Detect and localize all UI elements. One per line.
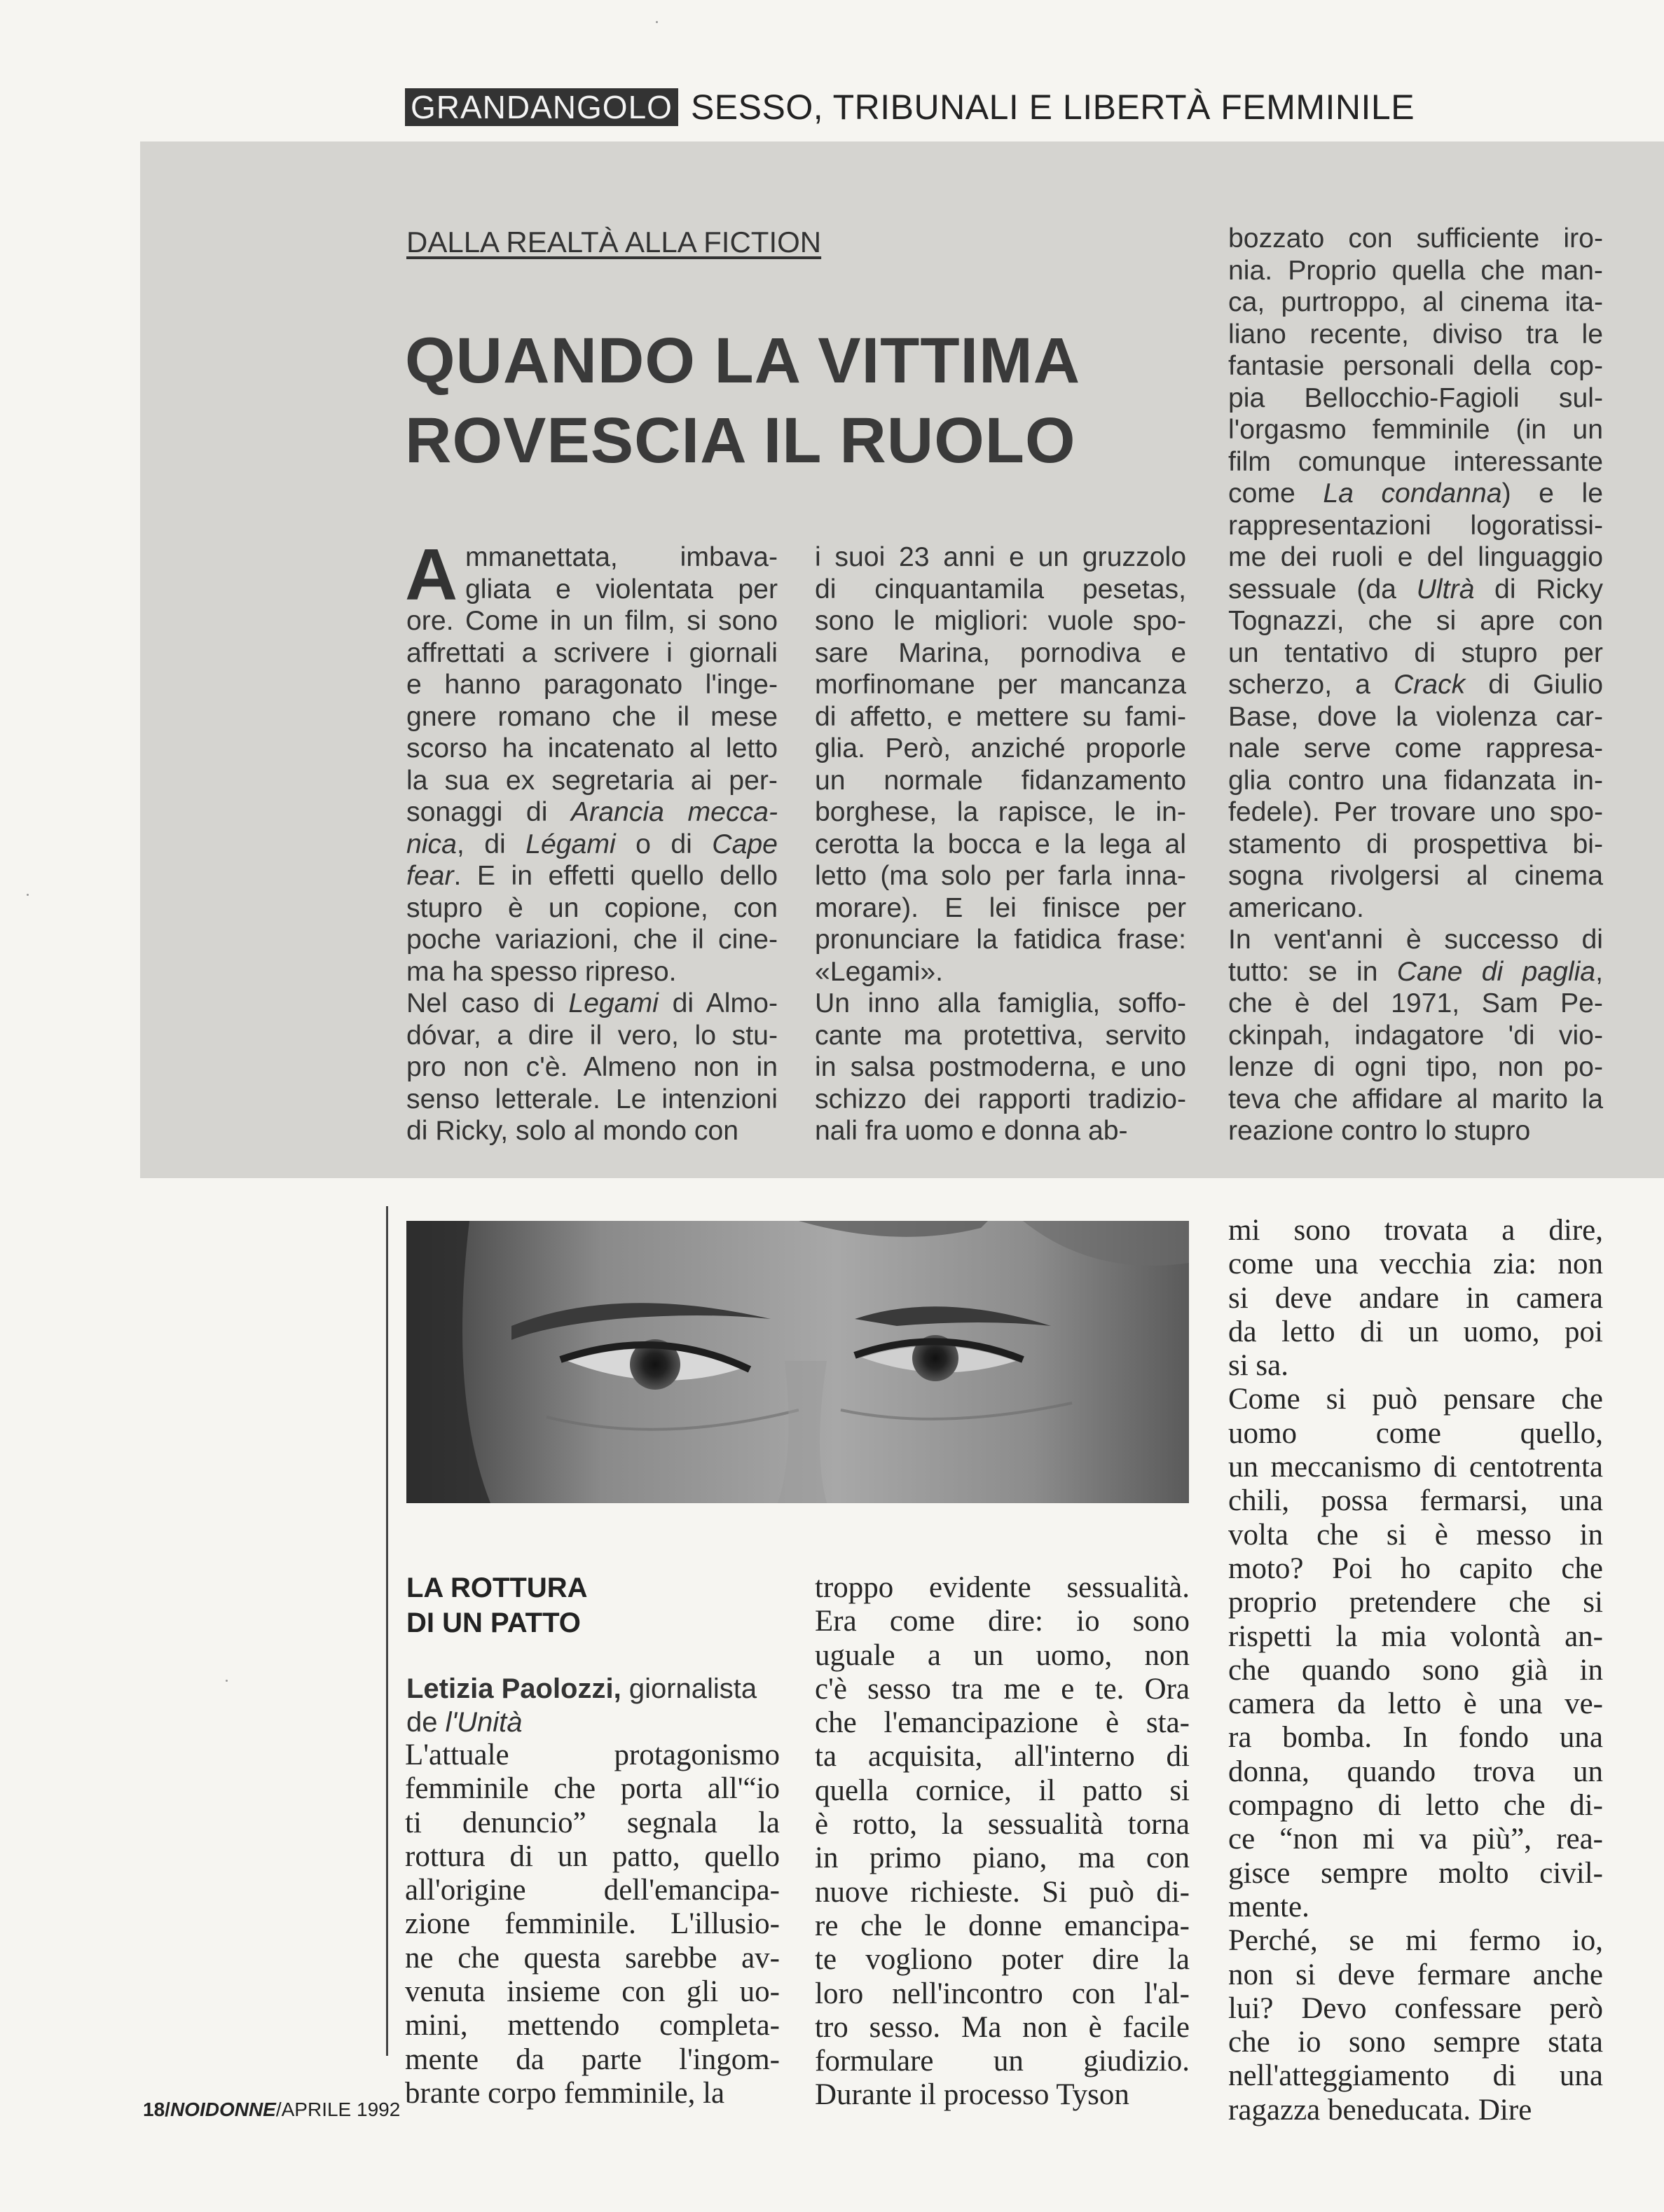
text-line: i suoi 23 anni e un gruzzolo [815,542,1186,572]
text-line: liano recente, diviso tra le [1228,319,1603,350]
section-header [405,85,1415,129]
text-line: ma ha spesso ripreso. [406,956,677,987]
text-line: di Ricky, solo al mondo con [406,1116,739,1146]
sidebar-column-2 [815,1571,1190,2113]
text-line: uomo come quello, [1228,1416,1603,1450]
text-line: Era come dire: io sono [815,1605,1190,1638]
text-line: non si deve fermare anche [1228,1958,1603,1991]
text-line: troppo evidente sessualità. [815,1571,1190,1604]
text-line: schizzo dei rapporti tradizio- [815,1084,1186,1114]
text-line: la sua ex segretaria ai per- [406,765,778,796]
text-line: gliata e violentata per [465,574,778,604]
text-line: ta acquisita, all'interno di [815,1740,1190,1774]
text-line: quella cornice, il patto si [815,1774,1190,1807]
issue-date: /APRILE 1992 [275,2099,401,2120]
headline-line: ROVESCIA IL RUOLO [405,405,1076,476]
text-line: si deve andare in camera [1228,1281,1603,1315]
text-line: l'orgasmo femminile (in un [1228,415,1603,445]
text-line: te vogliono poter dire la [815,1943,1190,1977]
text-line: gisce sempre molto civil- [1228,1856,1603,1890]
text-line: Tognazzi, che si apre con [1228,606,1603,636]
text-line: proprio pretendere che si [1228,1586,1603,1619]
text-line: senso letterale. Le intenzioni [406,1084,778,1114]
print-speck [226,1680,228,1682]
article-column-3 [1228,223,1603,1147]
text-line: ore. Come in un film, si sono [406,606,778,636]
text-line: re che le donne emancipa- [815,1909,1190,1942]
text-line: e hanno paragonato l'inge- [406,670,778,700]
text-line: ragazza beneducata. Dire [1228,2093,1532,2127]
eyes-photo [406,1221,1189,1503]
headline-line: QUANDO LA VITTIMA [405,325,1081,396]
text-line: tro sesso. Ma non è facile [815,2010,1190,2044]
text-line: nica, di Légami o di Cape [406,829,778,859]
text-line: camera da letto è una ve- [1228,1687,1603,1721]
text-line: in salsa postmoderna, e uno [815,1052,1186,1082]
text-line: zione femminile. L'illusio- [405,1907,780,1941]
text-line: americano. [1228,892,1364,923]
text-line: femminile che porta all'“io [405,1772,780,1806]
text-line: ce “non mi va più”, rea- [1228,1823,1603,1856]
article-column-2 [815,541,1186,1147]
text-line: sare Marina, pornodiva e [815,637,1186,668]
text-line: scherzo, a Crack di Giulio [1228,670,1604,700]
text-line: come La condanna) e le [1228,478,1603,509]
text-line: all'origine dell'emancipa- [405,1874,780,1907]
text-line: fedele). Per trovare uno spo- [1228,797,1603,827]
page-number: 18/ [143,2099,170,2120]
sidebar-byline [406,1672,757,1739]
text-line: volta che si è messo in [1228,1518,1603,1551]
text-line: che io sono sempre stata [1228,2026,1603,2059]
text-line: affrettati a scrivere i giornali [406,637,778,668]
text-line: di affetto, e mettere su fami- [815,701,1186,732]
article-kicker: DALLA REALTÀ ALLA FICTION [406,226,822,258]
text-line: bozzato con sufficiente iro- [1228,223,1603,254]
text-line: come una vecchia zia: non [1228,1247,1603,1281]
text-line: un tentativo di stupro per [1228,637,1603,668]
section-title: SESSO, TRIBUNALI E LIBERTÀ FEMMINILE [690,88,1415,127]
author-name: Letizia Paolozzi, [406,1673,621,1704]
text-line: che l'emancipazione è sta- [815,1706,1190,1740]
text-line: morfinomane per mancanza [815,670,1186,700]
text-line: pia Bellocchio-Fagioli sul- [1228,382,1603,413]
text-line: nuove richieste. Si può di- [815,1875,1190,1909]
text-line: ra bomba. In fondo una [1228,1721,1603,1755]
author-role: giornalista [628,1673,757,1704]
text-line: brante corpo femminile, la [405,2076,725,2110]
text-line: di cinquantamila pesetas, [815,574,1186,604]
text-line: scorso ha incatenato al letto [406,733,778,763]
text-line: da letto di un uomo, poi [1228,1315,1603,1348]
text-line: borghese, la rapisce, le in- [815,797,1186,827]
text-line: c'è sesso tra me e te. Ora [815,1672,1190,1706]
text-line: Nel caso di Legami di Almo- [406,988,778,1018]
text-line: ckinpah, indagatore 'di vio- [1228,1020,1603,1051]
sidebar-title [406,1570,587,1640]
text-line: «Legami». [815,956,944,987]
sidebar-column-3 [1228,1214,1603,2127]
text-line: venuta insieme con gli uo- [405,1975,780,2009]
text-line: sonaggi di Arancia mecca- [406,797,778,827]
text-line: mente. [1228,1890,1309,1923]
text-line: formulare un giudizio. [815,2045,1190,2078]
eyes-photo-image [406,1221,1189,1503]
text-line: Come si può pensare che [1228,1383,1603,1416]
text-line: mini, mettendo completa- [405,2009,780,2042]
text-line: tutto: se in Cane di paglia, [1228,956,1603,987]
sidebar-rule [386,1206,388,2056]
text-line: che è del 1971, Sam Pe- [1228,988,1603,1018]
print-speck [656,21,658,23]
text-line: lenze di ogni tipo, non po- [1228,1052,1603,1082]
text-line: in primo piano, ma con [815,1841,1190,1875]
text-line: Durante il processo Tyson [815,2078,1129,2112]
text-line: nell'atteggiamento di una [1228,2059,1603,2093]
text-line: sogna rivolgersi al cinema [1228,861,1603,891]
text-line: è rotto, la sessualità torna [815,1808,1190,1841]
text-line: fantasie personali della cop- [1228,351,1603,381]
text-line: glia contro una fidanzata in- [1228,765,1603,796]
text-line: poche variazioni, che il cine- [406,925,778,955]
text-line: nia. Proprio quella che man- [1228,255,1603,286]
sidebar-title-line: DI UN PATTO [406,1608,581,1638]
text-line: si sa. [1228,1349,1288,1383]
text-line: Perché, se mi fermo io, [1228,1924,1603,1958]
text-line: stupro è un copione, con [406,892,778,923]
text-line: ca, purtroppo, al cinema ita- [1228,287,1603,317]
sidebar-column-1 [405,1739,780,2110]
text-line: Un inno alla famiglia, soffo- [815,988,1186,1018]
text-line: cerotta la bocca e la lega al [815,829,1186,859]
text-line: donna, quando trova un [1228,1755,1603,1788]
text-line: sessuale (da Ultrà di Ricky [1228,574,1603,604]
section-tag: GRANDANGOLO [405,88,678,126]
text-line: pro non c'è. Almeno non in [406,1052,778,1082]
text-line: Base, dove la violenza car- [1228,701,1603,732]
article-headline [405,321,1080,481]
text-line: gnere romano che il mese [406,701,778,732]
text-line: cante ma protettiva, servito [815,1020,1186,1051]
text-line: film comunque interessante [1228,446,1603,477]
text-line: ti denuncio” segnala la [405,1806,780,1839]
text-line: un normale fidanzamento [815,765,1186,796]
text-line: fear. E in effetti quello dello [406,861,778,891]
text-line: morare). E lei finisce per [815,892,1186,923]
text-line: me dei ruoli e del linguaggio [1228,542,1603,572]
text-line: dóvar, a dire il vero, lo stu- [406,1020,778,1051]
text-line: rappresentazioni logoratissi- [1228,510,1603,541]
text-line: mmanettata, imbava- [465,542,778,572]
text-line: chili, possa fermarsi, una [1228,1484,1603,1518]
publication-name: l'Unità [445,1707,523,1738]
text-line: ne che questa sarebbe av- [405,1941,780,1975]
text-line: mi sono trovata a dire, [1228,1214,1603,1247]
text-line: che quando sono già in [1228,1653,1603,1687]
text-line: reazione contro lo stupro [1228,1116,1531,1146]
print-speck [27,894,29,896]
text-line: mente da parte l'ingom- [405,2042,780,2076]
text-line: teva che affidare al marito la [1228,1084,1603,1114]
text-line: uguale a un uomo, non [815,1638,1190,1672]
text-line: nali fra uomo e donna ab- [815,1116,1128,1146]
text-line: stamento di prospettiva bi- [1228,829,1603,859]
text-line: sono le migliori: vuole spo- [815,606,1186,636]
text-line: In vent'anni è successo di [1228,925,1603,955]
text-line: loro nell'incontro con l'al- [815,1977,1190,2010]
sidebar-title-line: LA ROTTURA [406,1572,588,1603]
text-line: lui? Devo confessare però [1228,1991,1603,2025]
text-line: rottura di un patto, quello [405,1839,780,1873]
drop-cap: A [405,534,458,616]
text-line: glia. Però, anziché proporle [815,733,1186,763]
text-line: un meccanismo di centotrenta [1228,1451,1603,1484]
text-line: pronunciare la fatidica frase: [815,925,1186,955]
text-line: rispetti la mia volontà an- [1228,1619,1603,1653]
text-line: letto (ma solo per farla inna- [815,861,1186,891]
text-line: moto? Poi ho capito che [1228,1551,1603,1585]
text-line: compagno di letto che di- [1228,1789,1603,1823]
text-line: nale serve come rappresa- [1228,733,1603,763]
magazine-name: NOIDONNE [170,2099,276,2120]
page-footer [143,2099,400,2121]
publication-prefix: de [406,1707,446,1738]
text-line: L'attuale protagonismo [405,1739,780,1771]
article-column-1 [405,534,778,1147]
